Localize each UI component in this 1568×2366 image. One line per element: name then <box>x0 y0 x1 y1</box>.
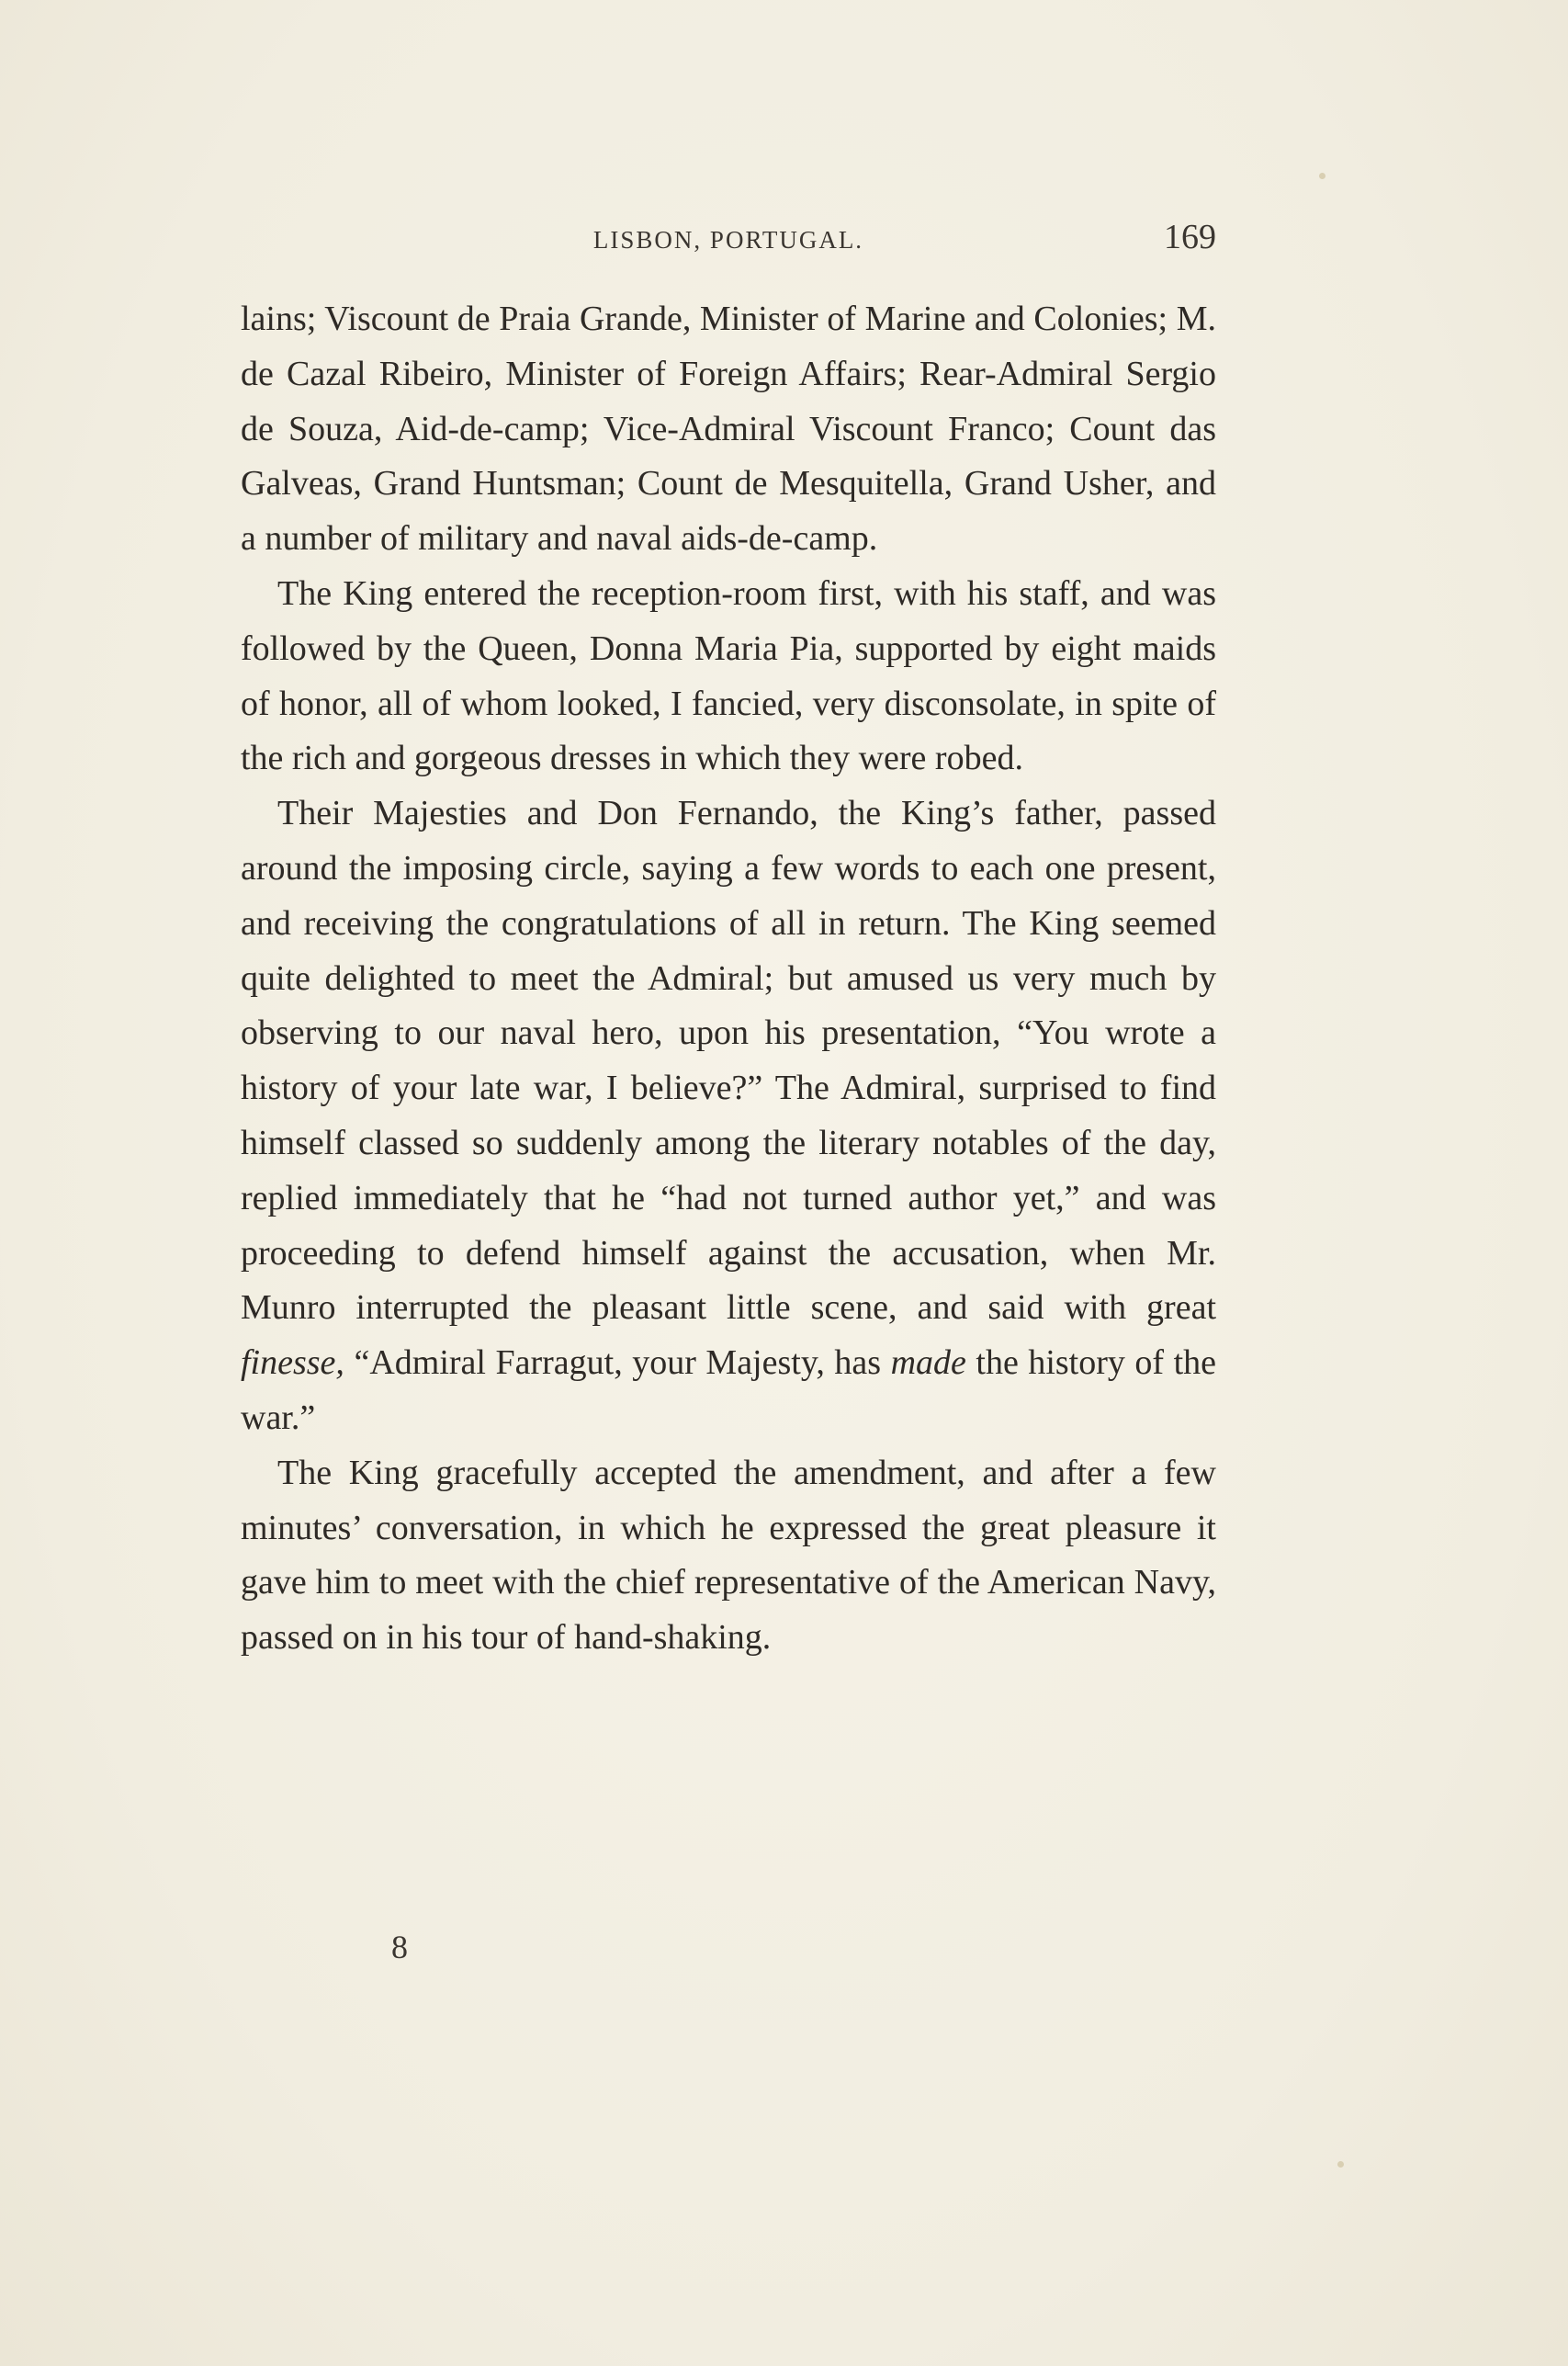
paragraph-text: lains; Viscount de Praia Grande, Minister of Marine and Colonies; M. de Cazal Ribeiro, Minister of Foreign Affairs; Rear-Admiral Sergio de Souza, Aid-de-camp; Vice-Admiral Viscount Franco; Count das Galveas, Grand Huntsman; Count de Mesquitella, Grand Usher, and a number of military and naval aids-de-camp. <box>241 300 1216 559</box>
paper-speck <box>1337 2161 1344 2168</box>
paragraph-king-entered <box>241 567 1216 787</box>
paragraph-continuation <box>241 292 1216 567</box>
signature-mark: 8 <box>391 1929 408 1965</box>
running-title: LISBON, PORTUGAL. <box>592 226 864 254</box>
paragraph-amendment <box>241 1446 1216 1666</box>
paragraph-text: The King gracefully accepted the amendment, and after a few minutes’ conversation, in which he expressed the great pleasure it gave him to meet with the chief representative of the American Navy, passed on in his tour of hand-shaking. <box>241 1453 1216 1658</box>
paragraph-text: the history of the war.” <box>241 1343 1217 1437</box>
italic-finesse: finesse, <box>241 1343 344 1383</box>
body-text <box>241 292 1216 1666</box>
paper-speck <box>1319 173 1325 179</box>
italic-made: made <box>890 1343 966 1383</box>
running-head <box>241 217 1216 263</box>
paragraph-majesties <box>241 787 1216 1446</box>
paragraph-text: Their Majesties and Don Fernando, the King’s father, passed around the imposing circle, saying a few words to each one present, and receiving the congratulations of all in return. The King seemed quite delighted to meet the Admiral; but amused us very much by observing to our naval hero, upon his presentation, “You wrote a history of your late war, I believe?” The Admiral, surprised to find himself classed so suddenly among the literary notables of the day, replied immediately that he “had not turned author yet,” and was proceeding to defend himself against the accusation, when Mr. Munro interrupted the pleasant little scene, and said with great <box>241 794 1216 1328</box>
paragraph-text: “Admiral Farragut, your Majesty, has <box>344 1343 891 1383</box>
page-number: 169 <box>1164 218 1216 256</box>
paragraph-text: The King entered the reception-room first, with his staff, and was followed by the Queen, Donna Maria Pia, supported by eight maids of honor, all of whom looked, I fancied, very disconsolate, in spite of the rich and gorgeous dresses in which they were robed. <box>241 573 1216 778</box>
